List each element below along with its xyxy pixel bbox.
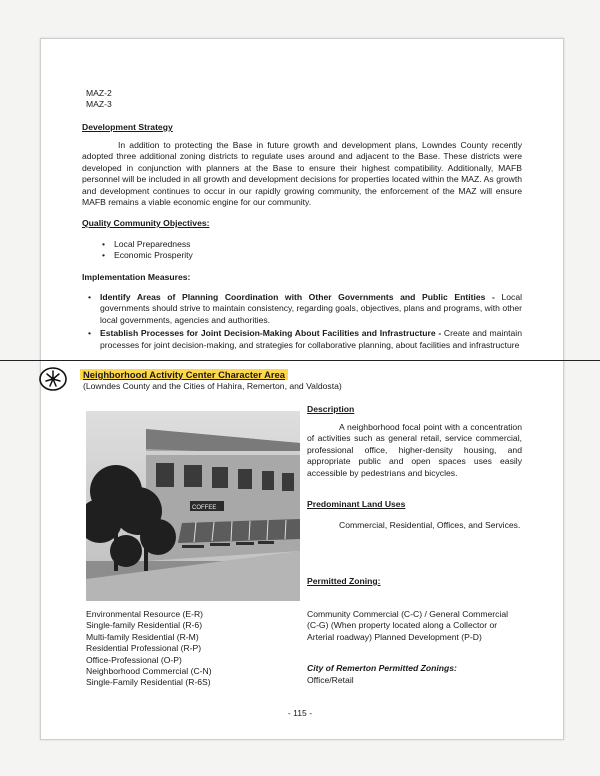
- remerton-value: Office/Retail: [307, 675, 354, 685]
- list-item: • Economic Prosperity: [96, 250, 193, 261]
- character-area-title: Neighborhood Activity Center Character Area: [80, 369, 288, 380]
- maz-code: MAZ-2: [86, 88, 112, 98]
- zoning-list-left: [86, 609, 212, 689]
- land-uses-body: Commercial, Residential, Offices, and Services.: [339, 520, 521, 530]
- list-item: Single-family Residential (R-6): [86, 620, 203, 631]
- character-area-subtitle: (Lowndes County and the Cities of Hahira, Remerton, and Valdosta): [83, 381, 342, 391]
- measure-text: Create and maintain processes for joint decision-making, and strategies for collaborative planning, about facilities and infrastructure: [100, 328, 522, 350]
- storefront-photo: [86, 411, 300, 601]
- description-body: A neighborhood focal point with a concentration of activities such as general retail, service commercial, professional office, higher-density housing, and appropriate public and open spaces uses easily accessible by pedestrians and bicycles.: [307, 422, 522, 478]
- land-uses-heading: Predominant Land Uses: [307, 499, 406, 509]
- svg-text:COFFEE: COFFEE: [192, 505, 217, 511]
- section-divider: [0, 360, 600, 361]
- implementation-list: [82, 292, 522, 351]
- quality-objectives-list: [96, 239, 193, 262]
- description-heading: Description: [307, 404, 355, 414]
- zoning-list-right: Community Commercial (C-C) / General Commercial (C-G) (When property located along a Collector or Arterial roadway) Planned Development (P-D): [307, 609, 509, 642]
- list-item: [82, 292, 522, 326]
- maz-code: MAZ-3: [86, 99, 112, 110]
- development-strategy-heading: Development Strategy: [82, 122, 173, 132]
- list-item: Neighborhood Commercial (C-N): [86, 666, 212, 677]
- measure-title: Identify Areas of Planning Coordination with Other Governments and Public Entities -: [100, 292, 495, 302]
- remerton-heading: City of Remerton Permitted Zonings:: [307, 663, 457, 673]
- page-number: - 115 -: [287, 708, 313, 718]
- list-item: Environmental Resource (E-R): [86, 609, 204, 619]
- measure-title: Establish Processes for Joint Decision-Making About Facilities and Infrastructure -: [100, 328, 442, 339]
- permitted-zoning-heading: Permitted Zoning:: [307, 576, 381, 586]
- development-strategy-body: In addition to protecting the Base in future growth and development plans, Lowndes County recently adopted three additional zoning districts to regulate uses around and adjacent to the Base. These districts were developed in conjunction with planners at the Base to ensure their highest compatibility. Additionally, MAFB personnel will be included in all growth and development decisions for properties located within the MAZ. As growth and development continues to occur in our rapidly growing community, the enforcement of the MAZ will ensure MAFB remains a viable economic engine for our community.: [82, 140, 522, 208]
- list-item: [82, 328, 522, 351]
- list-item: Residential Professional (R-P): [86, 643, 202, 654]
- implementation-heading: Implementation Measures:: [82, 272, 191, 282]
- list-item: Office-Professional (O-P): [86, 654, 182, 665]
- starburst-icon: [38, 366, 68, 392]
- measure-text: Local governments should strive to maintain consistency, regarding goals, objectives, plans and programs, with other local governments, agencies and authorities.: [100, 292, 523, 325]
- quality-objectives-heading: Quality Community Objectives:: [82, 218, 210, 228]
- list-item: Single-Family Residential (R-6S): [86, 677, 211, 688]
- list-item: Multi-family Residential (R-M): [86, 631, 199, 642]
- maz-code-list: [86, 88, 112, 111]
- list-item: • Local Preparedness: [96, 239, 193, 250]
